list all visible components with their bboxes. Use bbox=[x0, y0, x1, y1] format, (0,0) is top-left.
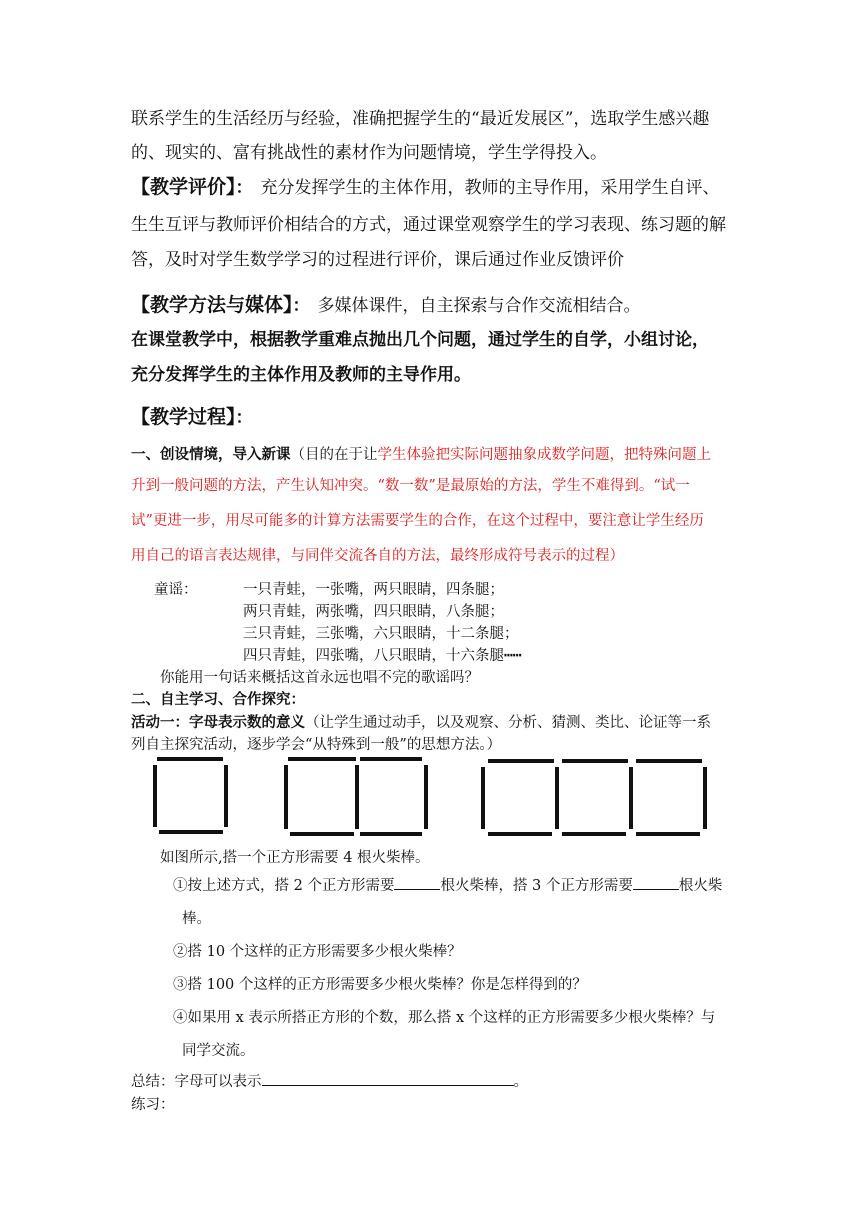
process-heading: 【教学过程】： bbox=[131, 406, 253, 428]
section1-line-3: 试”更进一步，用尽可能多的计算方法需要学生的合作，在这个过程中，要注意让学生经历 bbox=[131, 513, 704, 529]
matchstick bbox=[703, 767, 707, 829]
matchstick bbox=[629, 767, 633, 829]
matchstick bbox=[424, 765, 428, 829]
question-2: ②搭 10 个这样的正方形需要多少根火柴棒？ bbox=[173, 944, 462, 960]
intro-line-2: 的、现实的、富有挑战性的素材作为问题情境，学生学得投入。 bbox=[131, 143, 607, 163]
matchstick bbox=[355, 765, 359, 829]
methods-bold-line-2: 充分发挥学生的主体作用及教师的主导作用。 bbox=[131, 365, 471, 385]
question-4-line-2: 同学交流。 bbox=[182, 1043, 255, 1059]
methods-line: 【教学方法与媒体】： 多媒体课件，自主探索与合作交流相结合。 bbox=[131, 294, 641, 316]
matchstick bbox=[288, 757, 356, 761]
practice-label: 练习： bbox=[131, 1097, 175, 1113]
evaluation-heading: 【教学评价】 bbox=[131, 176, 236, 198]
matchstick bbox=[360, 757, 422, 761]
matchstick bbox=[555, 767, 559, 829]
matchstick bbox=[562, 759, 628, 763]
evaluation-line-1: 【教学评价】： 充分发挥学生的主体作用，教师的主导作用，采用学生自评、 bbox=[131, 176, 720, 198]
figure-caption: 如图所示,搭一个正方形需要 4 根火柴棒。 bbox=[160, 850, 430, 866]
activity1-line-2: 列自主探究活动，逐步学会“从特殊到一般”的思想方法。） bbox=[131, 737, 502, 753]
section1-line-2: 升到一般问题的方法，产生认知冲突。“数一数”是最原始的方法，学生不难得到。“试一 bbox=[131, 478, 690, 494]
rhyme-label: 童谣： bbox=[154, 582, 198, 598]
activity1-line-1: 活动一：字母表示数的意义（让学生通过动手，以及观察、分析、猜测、类比、论证等一系 bbox=[131, 714, 711, 731]
activity1-title: 活动一：字母表示数的意义 bbox=[131, 714, 305, 731]
question-1-line-2: 棒。 bbox=[182, 911, 211, 927]
section1-title: 一、创设情境，导入新课 bbox=[131, 446, 291, 463]
summary-line: 总结：字母可以表示 。 bbox=[131, 1074, 528, 1090]
evaluation-line-2: 生生互评与教师评价相结合的方式，通过课堂观察学生的学习表现、练习题的解 bbox=[131, 215, 726, 235]
rhyme-line-2: 两只青蛙，两张嘴，四只眼睛，八条腿； bbox=[243, 604, 504, 620]
matchstick bbox=[360, 832, 422, 836]
matchstick bbox=[153, 765, 157, 827]
section1-line-1: 一、创设情境，导入新课（目的在于让学生体验把实际问题抽象成数学问题，把特殊问题上 bbox=[131, 446, 711, 463]
question-4-line-1: ④如果用 x 表示所搭正方形的个数，那么搭 x 个这样的正方形需要多少根火柴棒？与 bbox=[173, 1010, 716, 1026]
question-1-line-1: ①按上述方式，搭 2 个正方形需要 根火柴棒，搭 3 个正方形需要 根火柴 bbox=[173, 878, 723, 894]
question-3: ③搭 100 个这样的正方形需要多少根火柴棒？你是怎样得到的？ bbox=[173, 977, 587, 993]
methods-bold-line-1: 在课堂教学中，根据教学重难点抛出几个问题，通过学生的自学，小组讨论， bbox=[131, 330, 709, 350]
rhyme-line-1: 一只青蛙，一张嘴，两只眼睛，四条腿； bbox=[243, 582, 504, 598]
evaluation-line-3: 答，及时对学生数学学习的过程进行评价，课后通过作业反馈评价 bbox=[131, 250, 624, 270]
summary-answer-blank[interactable] bbox=[262, 1073, 514, 1086]
section1-line-4: 用自己的语言表达规律，与同伴交流各自的方法，最终形成符号表示的过程） bbox=[131, 548, 624, 564]
matchstick bbox=[159, 830, 223, 834]
methods-heading: 【教学方法与媒体】 bbox=[131, 294, 293, 316]
section2-title: 二、自主学习、合作探究： bbox=[131, 691, 305, 708]
answer-blank-2[interactable] bbox=[633, 877, 679, 890]
matchstick bbox=[157, 757, 223, 761]
matchstick bbox=[488, 759, 554, 763]
rhyme-line-3: 三只青蛙，三张嘴，六只眼睛，十二条腿； bbox=[243, 626, 519, 642]
matchstick bbox=[488, 832, 552, 836]
matchstick bbox=[290, 832, 354, 836]
matchstick bbox=[636, 759, 702, 763]
answer-blank-1[interactable] bbox=[394, 877, 440, 890]
matchstick bbox=[224, 765, 228, 827]
matchstick bbox=[562, 832, 626, 836]
intro-line-1: 联系学生的生活经历与经验，准确把握学生的“最近发展区”，选取学生感兴趣 bbox=[131, 109, 710, 129]
matchstick bbox=[636, 832, 700, 836]
matchstick bbox=[284, 765, 288, 829]
matchstick bbox=[481, 767, 485, 829]
rhyme-line-4: 四只青蛙，四张嘴，八只眼睛，十六条腿┅┅ bbox=[243, 648, 522, 664]
rhyme-question: 你能用一句话来概括这首永远也唱不完的歌谣吗？ bbox=[160, 670, 479, 686]
